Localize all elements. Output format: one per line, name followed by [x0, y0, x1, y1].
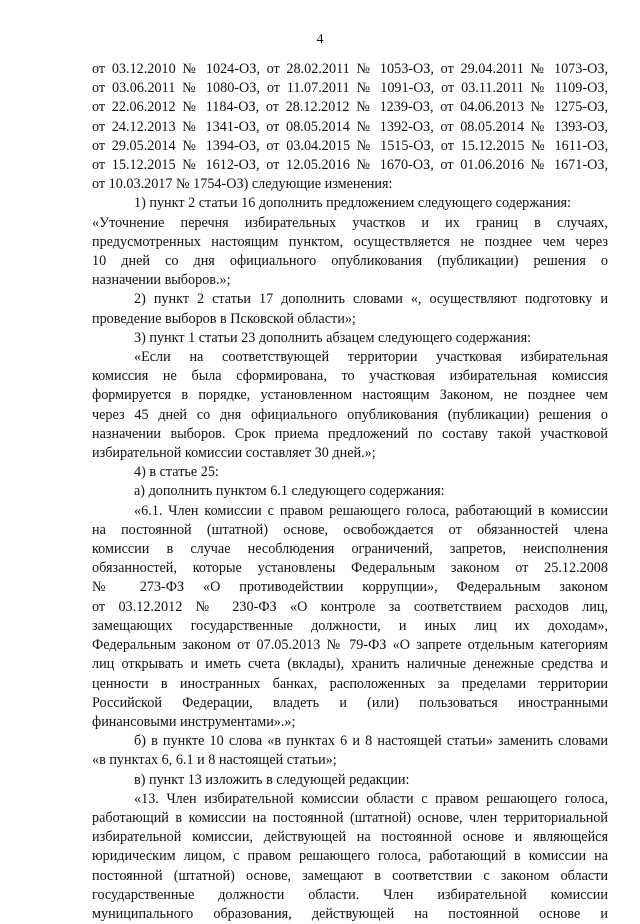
- text-line: ценности в иностранных банках, расположенных за пределами территории: [92, 675, 608, 692]
- text-line: лиц открывать и иметь счета (вклады), хранить наличные денежные средства и: [92, 656, 608, 673]
- text-line: формируется в порядке, установленном настоящим Законом, не позднее чем: [92, 387, 608, 404]
- text-line: в) пункт 13 изложить в следующей редакции:: [134, 771, 410, 788]
- text-line: «Если на соответствующей территории участковая избирательная: [134, 349, 608, 366]
- text-line: работающий в комиссии на постоянной (штатной) основе, член территориальной: [92, 809, 608, 826]
- text-line: «13. Член избирательной комиссии области с правом решающего голоса,: [134, 790, 608, 807]
- text-line: от 24.12.2013 № 1341-ОЗ, от 08.05.2014 № 1392-ОЗ, от 08.05.2014 № 1393-ОЗ,: [92, 118, 608, 135]
- text-line: финансовыми инструментами».»;: [92, 713, 296, 730]
- text-line: от 22.06.2012 № 1184-ОЗ, от 28.12.2012 № 1239-ОЗ, от 04.06.2013 № 1275-ОЗ,: [92, 99, 608, 116]
- text-line: 10 дней со дня официального опубликования (публикации) решения о: [92, 253, 608, 270]
- text-line: предусмотренных настоящим пунктом, осуществляется не позднее чем через: [92, 233, 608, 250]
- text-line: «Уточнение перечня избирательных участков и их границ в случаях,: [92, 214, 608, 231]
- text-line: б) в пункте 10 слова «в пунктах 6 и 8 настоящей статьи» заменить словами: [134, 733, 608, 750]
- text-line: государственные должности области. Член избирательной комиссии: [92, 886, 608, 903]
- page-number: 4: [316, 32, 324, 47]
- text-line: 3) пункт 1 статьи 23 дополнить абзацем следующего содержания:: [134, 329, 532, 346]
- text-line: назначении выборов. Срок приема предложений по составу такой участковой: [92, 425, 608, 442]
- text-line: 1) пункт 2 статьи 16 дополнить предложением следующего содержания:: [134, 195, 571, 212]
- text-line: Федеральным законом от 07.05.2013 № 79-ФЗ «О запрете отдельным категориям: [92, 637, 608, 654]
- text-line: Российской Федерации, владеть и (или) пользоваться иностранными: [92, 694, 608, 711]
- text-line: от 15.12.2015 № 1612-ОЗ, от 12.05.2016 № 1670-ОЗ, от 01.06.2016 № 1671-ОЗ,: [92, 157, 608, 174]
- text-line: 2) пункт 2 статьи 17 дополнить словами «, осуществляют подготовку и: [134, 291, 608, 308]
- text-line: проведение выборов в Псковской области»;: [92, 310, 356, 327]
- text-line: юридическим лицом, с правом решающего голоса, работающий в комиссии на: [92, 848, 608, 865]
- text-line: обязанностей, которые установлены Федеральным законом от 25.12.2008: [92, 560, 608, 577]
- text-line: от 03.12.2010 № 1024-ОЗ, от 28.02.2011 № 1053-ОЗ, от 29.04.2011 № 1073-ОЗ,: [92, 61, 608, 77]
- text-line: «в пунктах 6, 6.1 и 8 настоящей статьи»;: [92, 752, 337, 769]
- text-line: постоянной (штатной) основе, замещают в соответствии с законом области: [92, 867, 608, 884]
- text-line: комиссия не была сформирована, то участковая избирательная комиссия: [92, 368, 608, 385]
- text-line: от 03.06.2011 № 1080-ОЗ, от 11.07.2011 № 1091-ОЗ, от 03.11.2011 № 1109-ОЗ,: [92, 80, 608, 97]
- text-line: избирательной комиссии составляет 30 дней.»;: [92, 445, 376, 462]
- document-body: [92, 60, 608, 924]
- text-line: № 273-ФЗ «О противодействии коррупции», Федеральным законом: [92, 579, 608, 596]
- text-line: избирательной комиссии, действующей на постоянной основе и являющейся: [92, 829, 608, 846]
- text-line: от 10.03.2017 № 1754-ОЗ) следующие изменения:: [92, 176, 393, 193]
- text-line: муниципального образования, действующей на постоянной основе и: [92, 905, 608, 922]
- text-line: комиссии в случае несоблюдения ограничений, запретов, неисполнения: [92, 541, 608, 558]
- text-line: от 03.12.2012 № 230-ФЗ «О контроле за соответствием расходов лиц,: [92, 598, 608, 615]
- text-line: «6.1. Член комиссии с правом решающего голоса, работающий в комиссии: [134, 502, 608, 519]
- text-line: через 45 дней со дня официального опубликования (публикации) решения о: [92, 406, 608, 423]
- text-line: замещающих государственные должности, и иных лиц их доходам»,: [92, 617, 608, 634]
- text-line: от 29.05.2014 № 1394-ОЗ, от 03.04.2015 № 1515-ОЗ, от 15.12.2015 № 1611-ОЗ,: [92, 137, 608, 154]
- text-line: 4) в статье 25:: [134, 464, 219, 481]
- text-line: на постоянной (штатной) основе, освобождается от обязанностей члена: [92, 521, 608, 538]
- text-line: а) дополнить пунктом 6.1 следующего содержания:: [134, 483, 445, 500]
- text-line: назначении выборов.»;: [92, 272, 231, 289]
